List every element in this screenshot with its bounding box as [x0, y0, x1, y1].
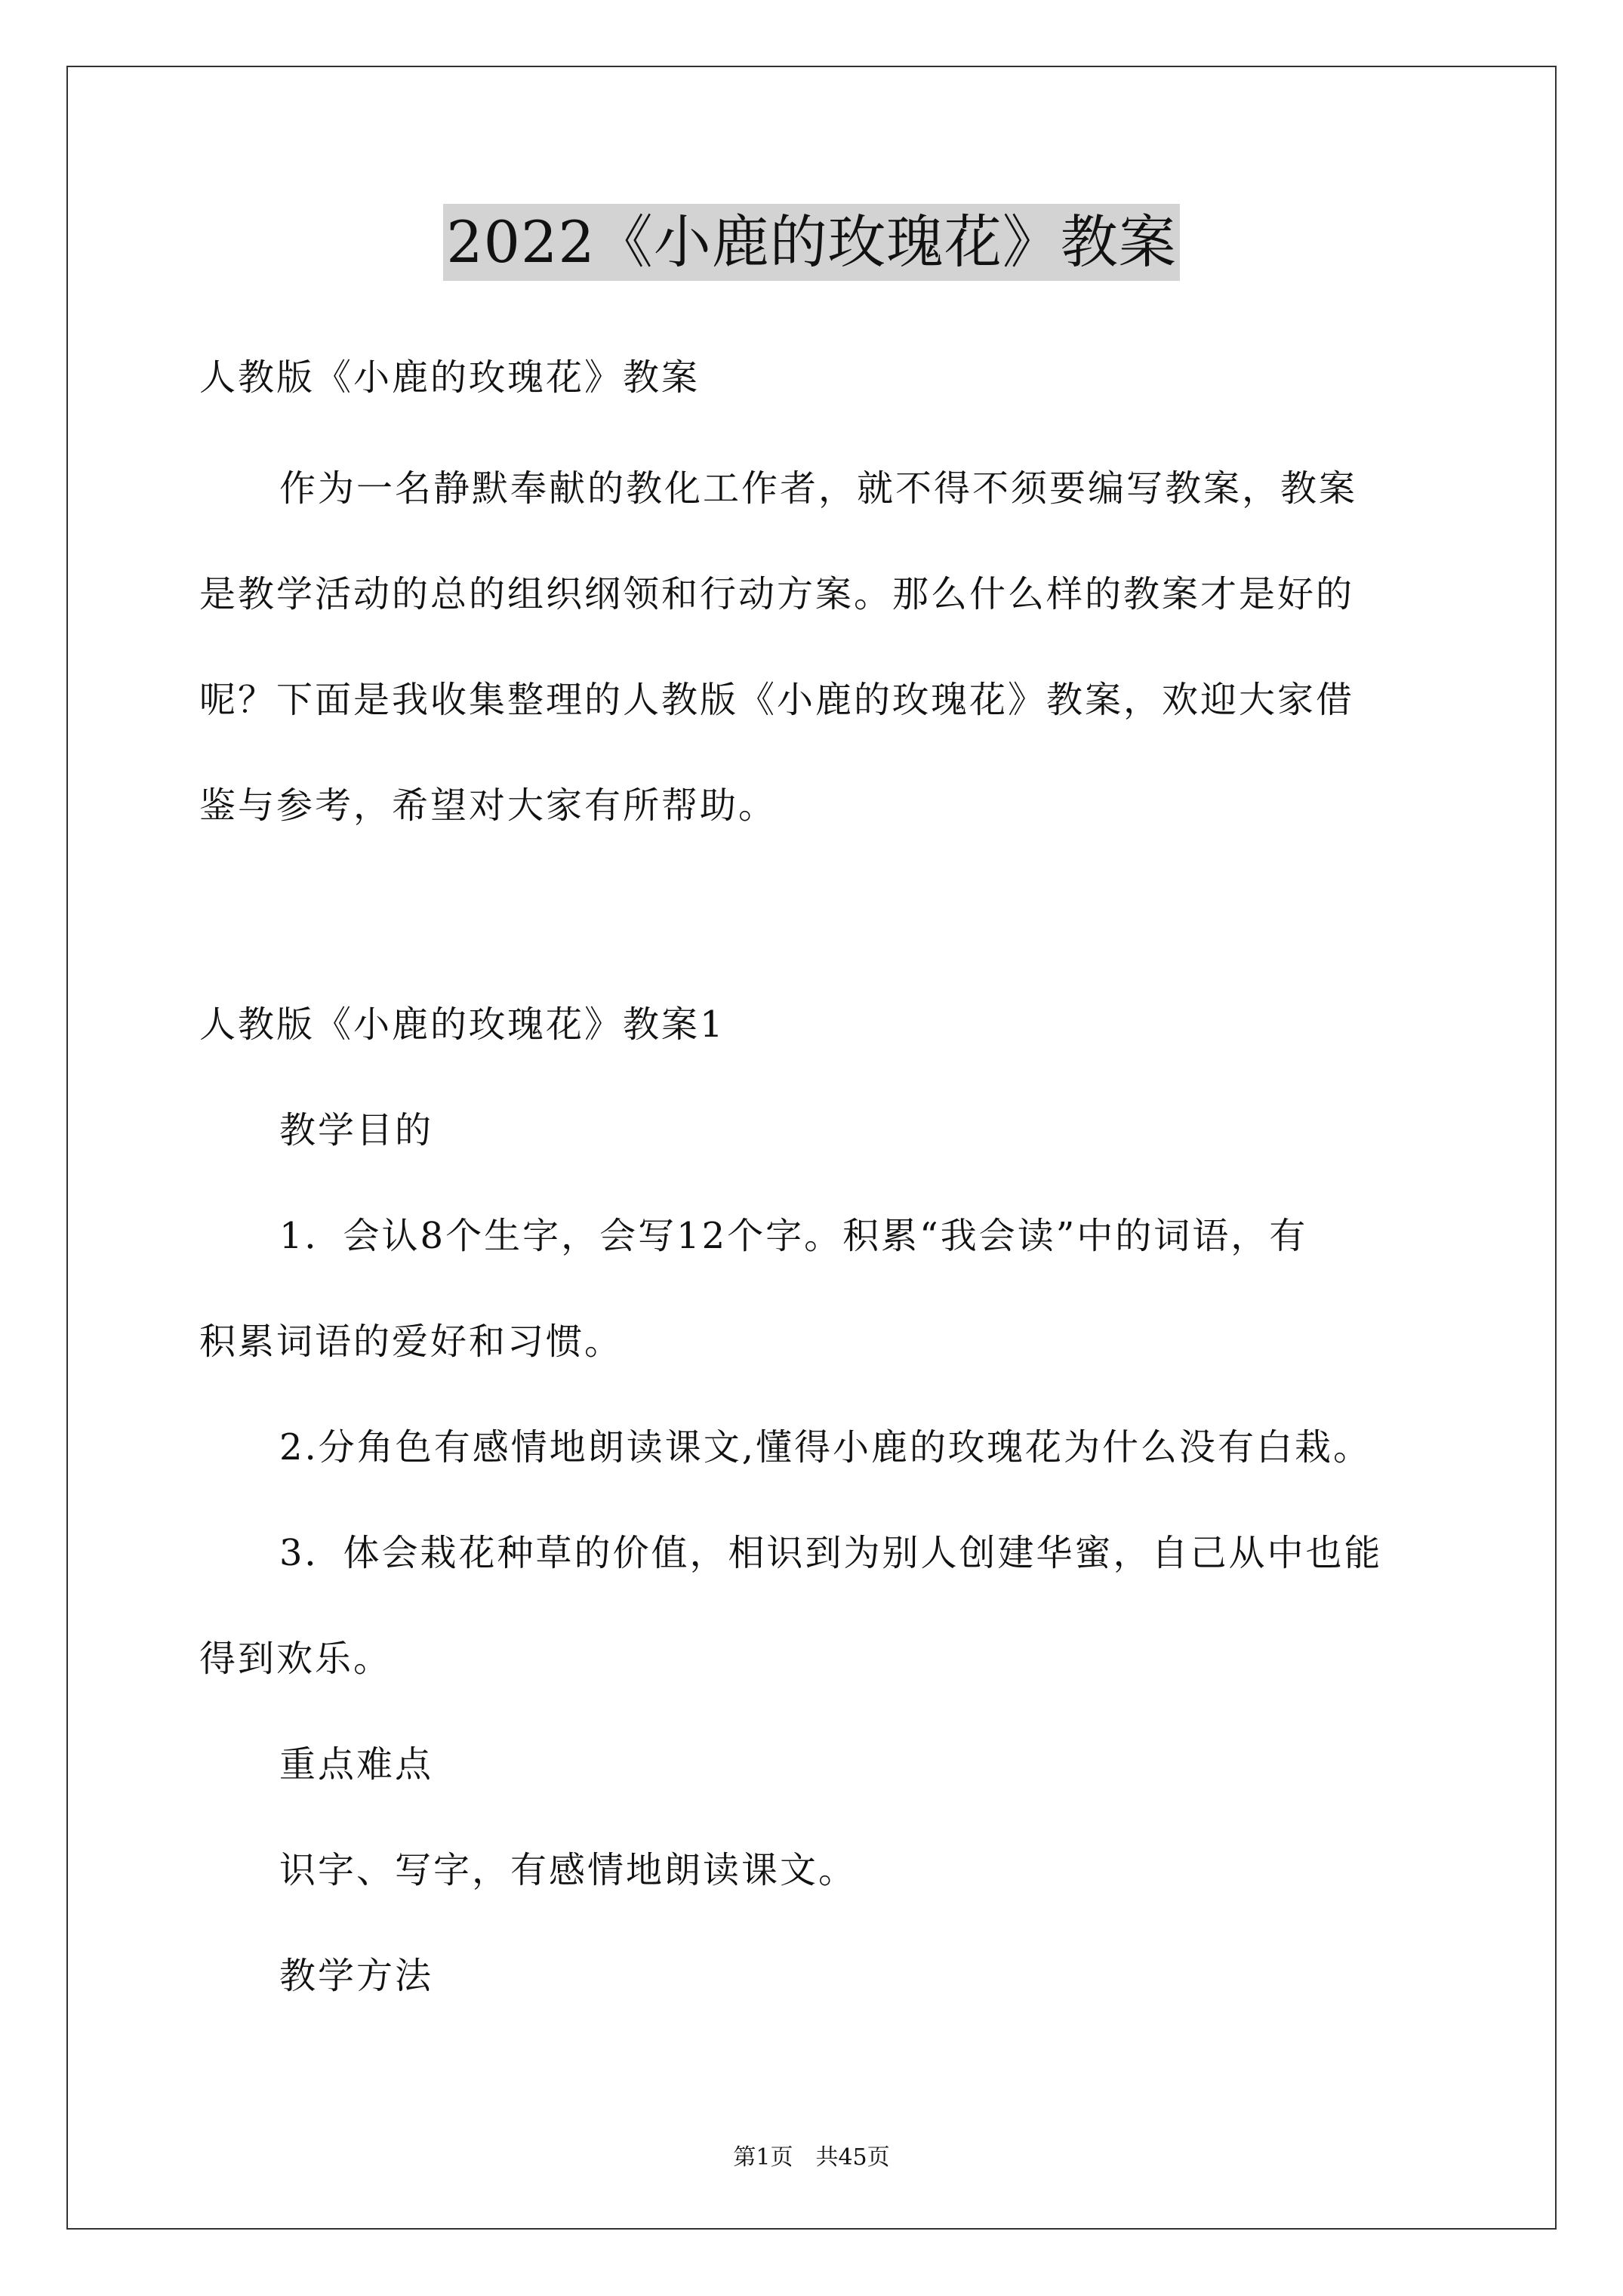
section-title: 人教版《小鹿的玫瑰花》教案1 [199, 1003, 725, 1046]
intro-line-3: 呢？下面是我收集整理的人教版《小鹿的玫瑰花》教案，欢迎大家借 [199, 679, 1355, 721]
goal-3-line-2: 得到欢乐。 [199, 1638, 393, 1680]
goal-1-line-1: 1．会认8个生字，会写12个字。积累“我会读”中的词语，有 [279, 1215, 1308, 1257]
page-footer: 第1页 共45页 [733, 2144, 890, 2171]
intro-line-4: 鉴与参考，希望对大家有所帮助。 [199, 784, 778, 827]
key-text: 识字、写字，有感情地朗读课文。 [279, 1849, 858, 1891]
goal-1-line-2: 积累词语的爱好和习惯。 [199, 1321, 624, 1363]
key-heading: 重点难点 [279, 1743, 434, 1786]
document-title: 2022《小鹿的玫瑰花》教案 [443, 204, 1179, 281]
goal-heading: 教学目的 [279, 1109, 434, 1151]
intro-line-2: 是教学活动的总的组织纲领和行动方案。那么什么样的教案才是好的 [199, 573, 1355, 615]
goal-3-line-1: 3．体会栽花种草的价值，相识到为别人创建华蜜，自己从中也能 [279, 1532, 1383, 1574]
goal-2: 2.分角色有感情地朗读课文,懂得小鹿的玫瑰花为什么没有白栽。 [279, 1426, 1372, 1469]
title-container [0, 204, 1623, 281]
subtitle: 人教版《小鹿的玫瑰花》教案 [199, 356, 701, 399]
intro-line-1: 作为一名静默奉献的教化工作者，就不得不须要编写教案，教案 [279, 467, 1358, 510]
method-heading: 教学方法 [279, 1955, 434, 1997]
